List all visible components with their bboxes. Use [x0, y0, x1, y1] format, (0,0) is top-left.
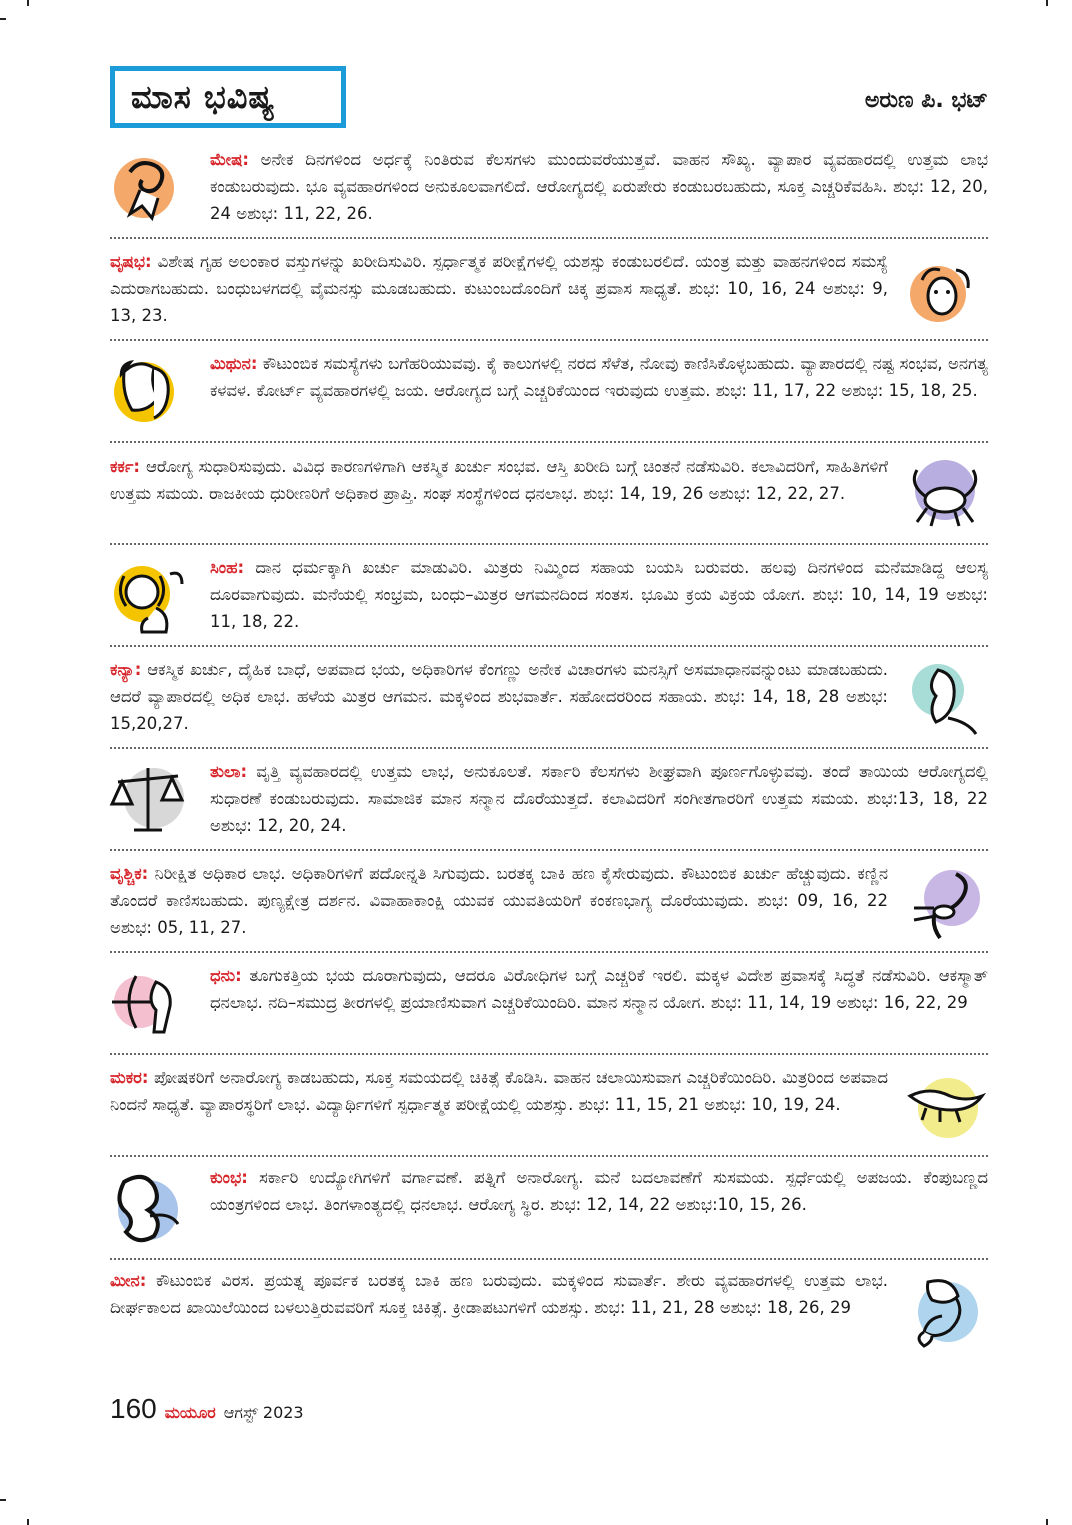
crop-mark	[0, 1499, 6, 1501]
sign-text: ಅನೇಕ ದಿನಗಳಿಂದ ಅರ್ಧಕ್ಕೆ ನಿಂತಿರುವ ಕೆಲಸಗಳು ಮುಂದುವರೆಯುತ್ತವೆ. ವಾಹನ ಸೌಖ್ಯ. ವ್ಯಾಪಾರ ವ್ಯವಹಾರದಲ್ಲಿ ಉತ್ತಮ ಲಾಭ ಕಂಡುಬರುವುದು. ಭೂ ವ್ಯವಹಾರಗಳಿಂದ ಅನುಕೂಲವಾಗಲಿದೆ. ಆರೋಗ್ಯದಲ್ಲಿ ಏರುಪೇರು ಕಂಡುಬರಬಹುದು, ಸೂಕ್ತ ಎಚ್ಚರಿಕೆವಹಿಸಿ. ಶುಭ: 12, 20, 24 ಅಶುಭ: 11, 22, 26.	[210, 150, 988, 223]
sign-text: ಸರ್ಕಾರಿ ಉದ್ಯೋಗಿಗಳಿಗೆ ವರ್ಗಾವಣೆ. ಪತ್ನಿಗೆ ಅನಾರೋಗ್ಯ. ಮನೆ ಬದಲಾವಣೆಗೆ ಸುಸಮಯ. ಸ್ಪರ್ಧೆಯಲ್ಲಿ ಅಪಜಯ. ಕೆಂಪುಬಣ್ಣದ ಯಂತ್ರಗಳಿಂದ ಲಾಭ. ತಿಂಗಳಾಂತ್ಯದಲ್ಲಿ ಧನಲಾಭ. ಆರೋಗ್ಯ ಸ್ಥಿರ. ಶುಭ: 12, 14, 22 ಅಶುಭ:10, 15, 26.	[210, 1168, 988, 1214]
sign-name: ಧನು:	[210, 966, 242, 985]
sign-section-dhanu	[110, 962, 988, 1016]
section-divider	[110, 441, 988, 443]
page-number: 160	[110, 1393, 157, 1424]
section-divider	[110, 1258, 988, 1260]
sign-section-meena	[110, 1267, 988, 1321]
sign-name: ಮೇಷ:	[210, 150, 249, 169]
sign-text: ವೃತ್ತಿ ವ್ಯವಹಾರದಲ್ಲಿ ಉತ್ತಮ ಲಾಭ, ಅನುಕೂಲತೆ. ಸರ್ಕಾರಿ ಕೆಲಸಗಳು ಶೀಘ್ರವಾಗಿ ಪೂರ್ಣಗೊಳ್ಳುವವು. ತಂದೆ ತಾಯಿಯ ಆರೋಗ್ಯದಲ್ಲಿ ಸುಧಾರಣೆ ಕಂಡುಬರುವುದು. ಸಾಮಾಜಿಕ ಮಾನ ಸನ್ಮಾನ ದೊರೆಯುತ್ತದೆ. ಕಲಾವಿದರಿಗೆ ಸಂಗೀತಗಾರರಿಗೆ ಉತ್ತಮ ಸಮಯ. ಶುಭ:13, 18, 22 ಅಶುಭ: 12, 20, 24.	[210, 762, 988, 835]
sign-section-simha	[110, 554, 988, 635]
section-divider	[110, 645, 988, 647]
section-divider	[110, 543, 988, 545]
sign-name: ಮಕರ:	[110, 1068, 149, 1087]
sign-section-tula	[110, 758, 988, 839]
sign-text: ಕೌಟುಂಬಿಕ ಸಮಸ್ಯೆಗಳು ಬಗೆಹರಿಯುವವು. ಕೈ ಕಾಲುಗಳಲ್ಲಿ ನರದ ಸೆಳೆತ, ನೋವು ಕಾಣಿಸಿಕೊಳ್ಳಬಹುದು. ವ್ಯಾಪಾರದಲ್ಲಿ ನಷ್ಟ ಸಂಭವ, ಅನಗತ್ಯ ಕಳವಳ. ಕೋರ್ಟ್ ವ್ಯವಹಾರಗಳಲ್ಲಿ ಜಯ. ಆರೋಗ್ಯದ ಬಗ್ಗೆ ಎಚ್ಚರಿಕೆಯಿಂದ ಇರುವುದು ಉತ್ತಮ. ಶುಭ: 11, 17, 22 ಅಶುಭ: 15, 18, 25.	[210, 354, 988, 400]
sign-section-kanya	[110, 656, 988, 737]
magazine-name: ಮಯೂರ	[164, 1403, 216, 1422]
crop-mark	[27, 1519, 29, 1525]
crop-mark	[1046, 1519, 1048, 1525]
section-divider	[110, 1155, 988, 1157]
section-divider	[110, 951, 988, 953]
sign-section-kumbha	[110, 1164, 988, 1218]
section-divider	[110, 237, 988, 239]
sign-name: ಸಿಂಹ:	[210, 558, 245, 577]
page-title-box	[110, 66, 346, 128]
sign-name: ತುಲಾ:	[210, 762, 248, 781]
page-title: ಮಾಸ ಭವಿಷ್ಯ	[131, 77, 276, 116]
sign-text: ಪೋಷಕರಿಗೆ ಅನಾರೋಗ್ಯ ಕಾಡಬಹುದು, ಸೂಕ್ತ ಸಮಯದಲ್ಲಿ ಚಿಕಿತ್ಸೆ ಕೊಡಿಸಿ. ವಾಹನ ಚಲಾಯಿಸುವಾಗ ಎಚ್ಚರಿಕೆಯಿಂದಿರಿ. ಮಿತ್ರರಿಂದ ಅಪವಾದ ನಿಂದನೆ ಸಾಧ್ಯತೆ. ವ್ಯಾಪಾರಸ್ಥರಿಗೆ ಲಾಭ. ವಿದ್ಯಾರ್ಥಿಗಳಿಗೆ ಸ್ಪರ್ಧಾತ್ಮಕ ಪರೀಕ್ಷೆಯಲ್ಲಿ ಯಶಸ್ಸು. ಶುಭ: 11, 15, 21 ಅಶುಭ: 10, 19, 24.	[110, 1068, 888, 1114]
crop-mark	[1046, 0, 1048, 6]
sign-name: ಕರ್ಕ:	[110, 457, 140, 476]
sign-section-mesha	[110, 146, 988, 227]
section-divider	[110, 339, 988, 341]
crop-mark	[27, 0, 29, 6]
sign-text: ನಿರೀಕ್ಷಿತ ಅಧಿಕಾರ ಲಾಭ. ಅಧಿಕಾರಿಗಳಿಗೆ ಪದೋನ್ನತಿ ಸಿಗುವುದು. ಬರತಕ್ಕ ಬಾಕಿ ಹಣ ಕೈಸೇರುವುದು. ಕೌಟುಂಬಿಕ ಖರ್ಚು ಹೆಚ್ಚುವುದು. ಕಣ್ಣಿನ ತೊಂದರೆ ಕಾಣಿಸಬಹುದು. ಪುಣ್ಯಕ್ಷೇತ್ರ ದರ್ಶನ. ವಿವಾಹಾಕಾಂಕ್ಷಿ ಯುವಕ ಯುವತಿಯರಿಗೆ ಕಂಕಣಭಾಗ್ಯ ದೊರೆಯುವುದು. ಶುಭ: 09, 16, 22 ಅಶುಭ: 05, 11, 27.	[110, 864, 888, 937]
sign-text: ದಾನ ಧರ್ಮಕ್ಕಾಗಿ ಖರ್ಚು ಮಾಡುವಿರಿ. ಮಿತ್ರರು ನಿಮ್ಮಿಂದ ಸಹಾಯ ಬಯಸಿ ಬರುವರು. ಹಲವು ದಿನಗಳಿಂದ ಮನೆಮಾಡಿದ್ದ ಆಲಸ್ಯ ದೂರವಾಗುವುದು. ಮನೆಯಲ್ಲಿ ಸಂಭ್ರಮ, ಬಂಧು–ಮಿತ್ರರ ಆಗಮನದಿಂದ ಸಂತಸ. ಭೂಮಿ ಕ್ರಯ ವಿಕ್ರಯ ಯೋಗ. ಶುಭ: 10, 14, 19 ಅಶುಭ: 11, 18, 22.	[210, 558, 988, 631]
page-footer	[110, 1393, 304, 1425]
author-name: ಅರುಣ ಪಿ. ಭಟ್	[864, 88, 988, 113]
sign-text: ತೂಗುಕತ್ತಿಯ ಭಯ ದೂರಾಗುವುದು, ಆದರೂ ವಿರೋಧಿಗಳ ಬಗ್ಗೆ ಎಚ್ಚರಿಕೆ ಇರಲಿ. ಮಕ್ಕಳ ವಿದೇಶ ಪ್ರವಾಸಕ್ಕೆ ಸಿದ್ಧತೆ ನಡೆಸುವಿರಿ. ಆಕಸ್ಮಾತ್ ಧನಲಾಭ. ನದಿ–ಸಮುದ್ರ ತೀರಗಳಲ್ಲಿ ಪ್ರಯಾಣಿಸುವಾಗ ಎಚ್ಚರಿಕೆಯಿಂದಿರಿ. ಮಾನ ಸನ್ಮಾನ ಯೋಗ. ಶುಭ: 11, 14, 19 ಅಶುಭ: 16, 22, 29	[210, 966, 988, 1012]
sign-name: ವೃಷಭ:	[110, 252, 152, 271]
sign-section-karka	[110, 453, 988, 507]
sign-section-vrischika	[110, 860, 988, 941]
sign-text: ಆಕಸ್ಮಿಕ ಖರ್ಚು, ದೈಹಿಕ ಬಾಧೆ, ಅಪವಾದ ಭಯ, ಅಧಿಕಾರಿಗಳ ಕೆಂಗಣ್ಣು ಅನೇಕ ವಿಚಾರಗಳು ಮನಸ್ಸಿಗೆ ಅಸಮಾಧಾನವನ್ನುಂಟು ಮಾಡಬಹುದು. ಆದರೆ ವ್ಯಾಪಾರದಲ್ಲಿ ಅಧಿಕ ಲಾಭ. ಹಳೆಯ ಮಿತ್ರರ ಆಗಮನ. ಮಕ್ಕಳಿಂದ ಶುಭವಾರ್ತೆ. ಸಹೋದರರಿಂದ ಸಹಾಯ. ಶುಭ: 14, 18, 28 ಅಶುಭ: 15,20,27.	[110, 660, 888, 733]
crop-mark	[0, 18, 6, 20]
section-divider	[110, 747, 988, 749]
issue-month: ಆಗಸ್ಟ್ 2023	[223, 1403, 304, 1422]
sign-name: ವೃಶ್ಚಿಕ:	[110, 864, 149, 883]
sign-section-vrishabha	[110, 248, 988, 329]
sign-text: ವಿಶೇಷ ಗೃಹ ಅಲಂಕಾರ ವಸ್ತುಗಳನ್ನು ಖರೀದಿಸುವಿರಿ. ಸ್ಪರ್ಧಾತ್ಮಕ ಪರೀಕ್ಷೆಗಳಲ್ಲಿ ಯಶಸ್ಸು ಕಂಡುಬರಲಿದೆ. ಯಂತ್ರ ಮತ್ತು ವಾಹನಗಳಿಂದ ಸಮಸ್ಯೆ ಎದುರಾಗಬಹುದು. ಬಂಧುಬಳಗದಲ್ಲಿ ವೈಮನಸ್ಸು ಮೂಡಬಹುದು. ಕುಟುಂಬದೊಂದಿಗೆ ಚಿಕ್ಕ ಪ್ರವಾಸ ಸಾಧ್ಯತೆ. ಶುಭ: 10, 16, 24 ಅಶುಭ: 9, 13, 23.	[110, 252, 888, 325]
sign-name: ಕನ್ಯಾ:	[110, 660, 142, 679]
section-divider	[110, 1053, 988, 1055]
sign-text: ಕೌಟುಂಬಿಕ ವಿರಸ. ಪ್ರಯತ್ನ ಪೂರ್ವಕ ಬರತಕ್ಕ ಬಾಕಿ ಹಣ ಬರುವುದು. ಮಕ್ಕಳಿಂದ ಸುವಾರ್ತೆ. ಶೇರು ವ್ಯವಹಾರಗಳಲ್ಲಿ ಉತ್ತಮ ಲಾಭ. ದೀರ್ಘಕಾಲದ ಖಾಯಿಲೆಯಿಂದ ಬಳಲುತ್ತಿರುವವರಿಗೆ ಸೂಕ್ತ ಚಿಕಿತ್ಸೆ. ಕ್ರೀಡಾಪಟುಗಳಿಗೆ ಯಶಸ್ಸು. ಶುಭ: 11, 21, 28 ಅಶುಭ: 18, 26, 29	[110, 1271, 888, 1317]
sign-name: ಕುಂಭ:	[210, 1168, 248, 1187]
sign-section-makara	[110, 1064, 988, 1118]
sign-text: ಆರೋಗ್ಯ ಸುಧಾರಿಸುವುದು. ವಿವಿಧ ಕಾರಣಗಳಿಗಾಗಿ ಆಕಸ್ಮಿಕ ಖರ್ಚು ಸಂಭವ. ಆಸ್ತಿ ಖರೀದಿ ಬಗ್ಗೆ ಚಿಂತನೆ ನಡೆಸುವಿರಿ. ಕಲಾವಿದರಿಗೆ, ಸಾಹಿತಿಗಳಿಗೆ ಉತ್ತಮ ಸಮಯ. ರಾಜಕೀಯ ಧುರೀಣರಿಗೆ ಅಧಿಕಾರ ಪ್ರಾಪ್ತಿ. ಸಂಘ ಸಂಸ್ಥೆಗಳಿಂದ ಧನಲಾಭ. ಶುಭ: 14, 19, 26 ಅಶುಭ: 12, 22, 27.	[110, 457, 888, 503]
sign-name: ಮೀನ:	[110, 1271, 147, 1290]
sign-name: ಮಿಥುನ:	[210, 354, 258, 373]
sign-section-mithuna	[110, 350, 988, 404]
section-divider	[110, 849, 988, 851]
